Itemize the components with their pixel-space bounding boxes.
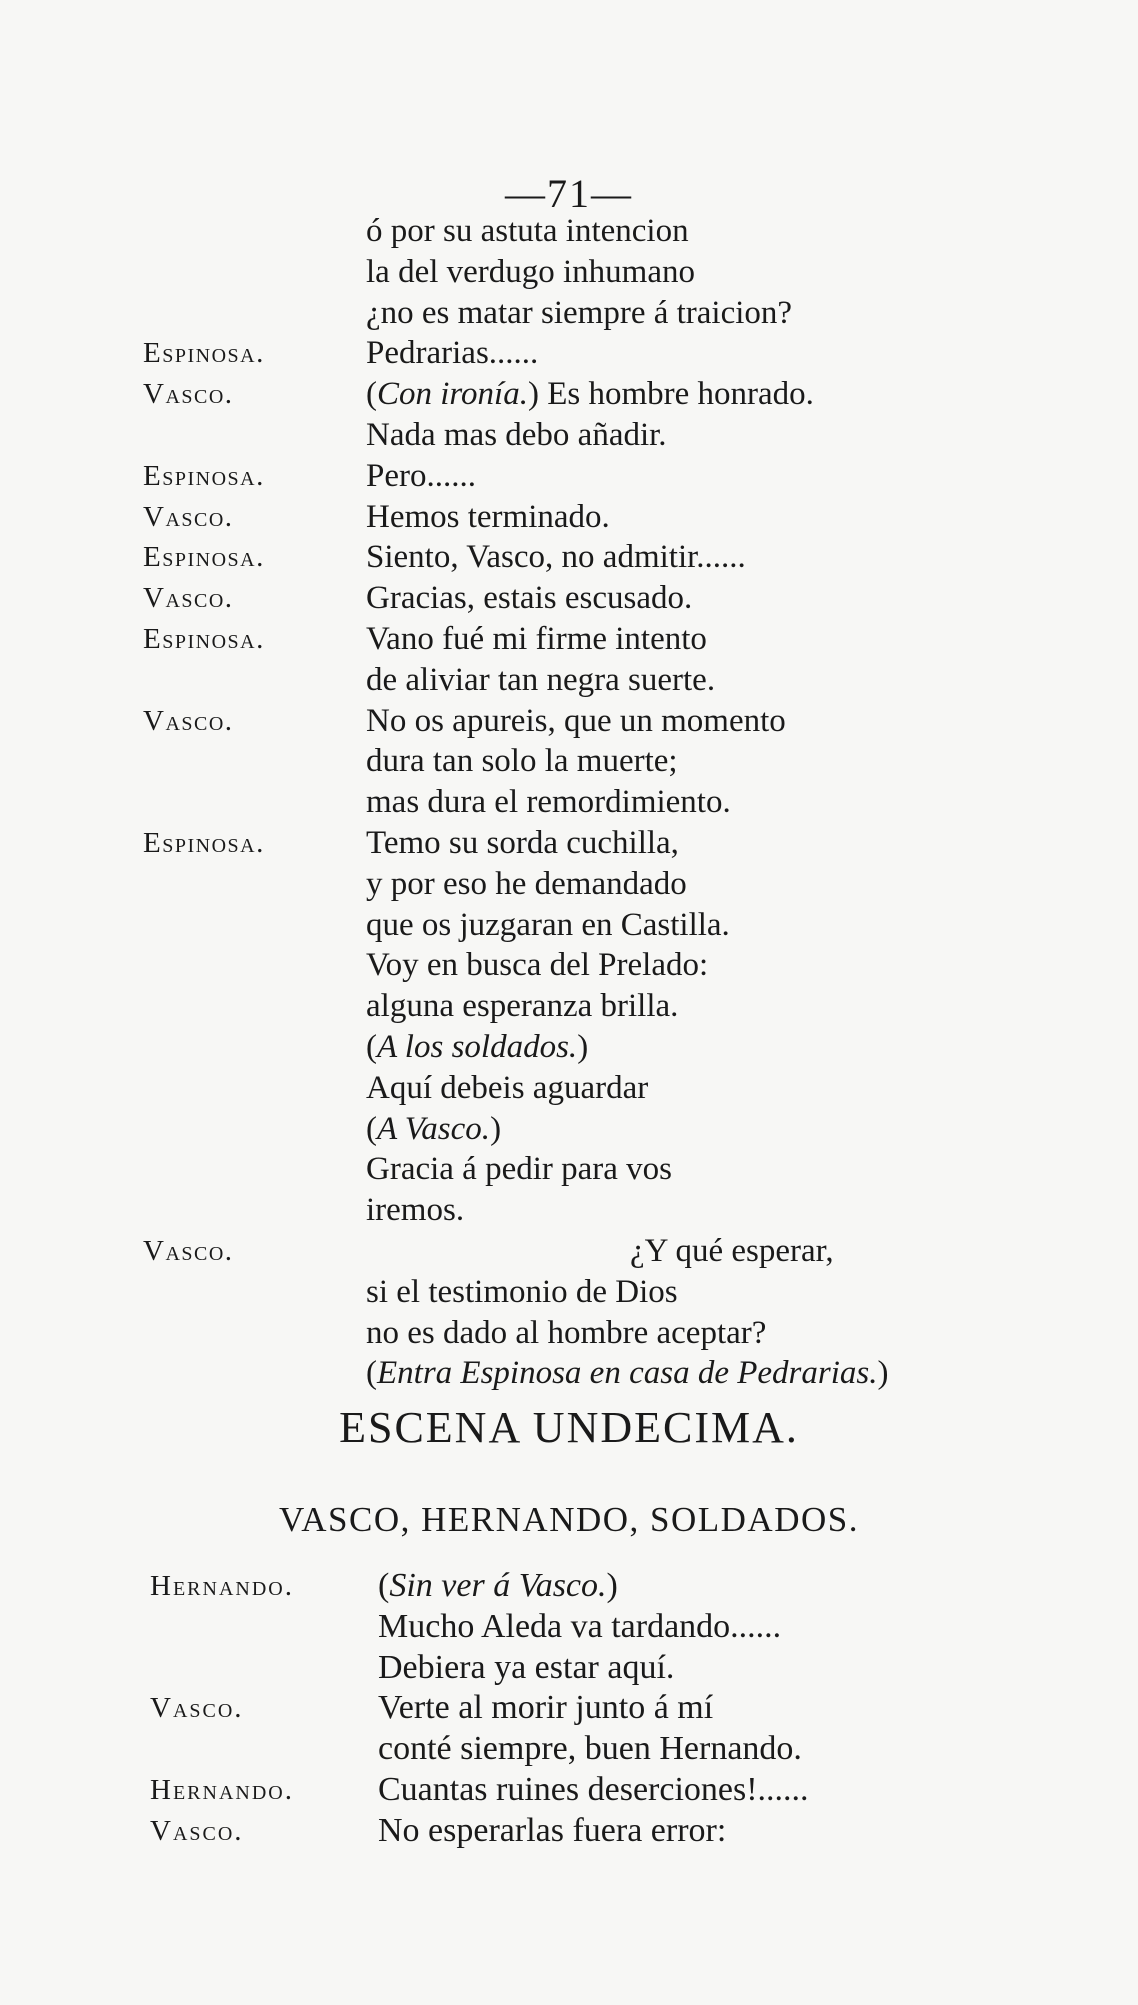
- verse-fragment: mas dura el remordimiento.: [366, 784, 731, 821]
- dialogue-line: [0, 1148, 1138, 1190]
- speaker-name: Vasco.: [150, 1692, 244, 1725]
- verse-text: [366, 700, 786, 742]
- verse-text: [366, 577, 692, 619]
- dialogue-line: [0, 1728, 1138, 1770]
- verse-fragment: de aliviar tan negra suerte.: [366, 661, 716, 698]
- verse-text: [366, 1108, 501, 1150]
- verse-fragment: Siento, Vasco, no admitir......: [366, 539, 746, 576]
- verse-text: [366, 822, 679, 864]
- speaker-name: Vasco.: [143, 1235, 234, 1267]
- dialogue-line: [0, 1271, 1138, 1313]
- verse-fragment: ): [577, 1029, 589, 1065]
- dialogue-line: [0, 1230, 1138, 1272]
- verse-fragment: la del verdugo inhumano: [366, 253, 696, 290]
- verse-fragment: (: [378, 1567, 390, 1604]
- dialogue-line: [0, 373, 1138, 415]
- verse-fragment: dura tan solo la muerte;: [366, 743, 678, 780]
- speaker-name: Espinosa.: [143, 459, 265, 492]
- dialogue-line: [0, 1189, 1138, 1231]
- stage-direction: Con ironía.: [377, 376, 528, 413]
- dialogue-line: [0, 822, 1138, 864]
- verse-text: [366, 332, 538, 374]
- dialogue-line: [0, 740, 1138, 782]
- verse-fragment: No os apureis, que un momento: [366, 702, 786, 739]
- dialogue-line: [0, 496, 1138, 538]
- dialogue-line: [0, 659, 1138, 701]
- verse-fragment: ): [606, 1567, 618, 1604]
- verse-text: [630, 1230, 834, 1272]
- verse-text: [366, 1312, 766, 1354]
- dialogue-line: [0, 1810, 1138, 1852]
- dialogue-line: [0, 332, 1138, 374]
- verse-text: [366, 536, 746, 578]
- dialogue-line: [0, 536, 1138, 578]
- dialogue-line: [0, 1067, 1138, 1109]
- verse-fragment: Temo su sorda cuchilla,: [366, 825, 679, 861]
- verse-fragment: Verte al morir junto á mí: [378, 1689, 714, 1727]
- verse-text: [366, 414, 667, 456]
- verse-text: [366, 210, 689, 252]
- dialogue-line: [0, 1565, 1138, 1607]
- verse-fragment: Aquí debeis aguardar: [366, 1069, 649, 1106]
- dialogue-line: [0, 414, 1138, 456]
- verse-text: [366, 455, 476, 497]
- verse-fragment: Pedrarias......: [366, 335, 539, 372]
- page-number: —71—: [505, 171, 633, 216]
- dialogue-line: [0, 618, 1138, 660]
- dialogue-line: [0, 1606, 1138, 1648]
- speaker-name: Espinosa.: [143, 337, 265, 370]
- verse-fragment: ): [877, 1355, 889, 1392]
- verse-fragment: ) Es hombre honrado.: [527, 376, 814, 413]
- speaker-name: Espinosa.: [143, 541, 265, 574]
- dialogue-line: [0, 944, 1138, 986]
- verse-fragment: Nada mas debo añadir.: [366, 417, 667, 453]
- verse-fragment: Gracia á pedir para vos: [366, 1151, 673, 1188]
- verse-text: [366, 863, 687, 905]
- stage-direction: A Vasco.: [377, 1110, 491, 1147]
- verse-fragment: (: [366, 376, 377, 413]
- verse-text: [366, 1352, 888, 1394]
- scene-characters: VASCO, HERNANDO, SOLDADOS.: [279, 1500, 859, 1539]
- dialogue-line: [0, 1312, 1138, 1354]
- verse-text: [366, 1026, 588, 1068]
- dialogue-line: [0, 1769, 1138, 1811]
- verse-fragment: Mucho Aleda va tardando......: [378, 1607, 782, 1645]
- verse-text: [378, 1606, 781, 1648]
- verse-text: [378, 1647, 674, 1689]
- verse-fragment: Debiera ya estar aquí.: [378, 1648, 675, 1686]
- verse-text: [378, 1728, 802, 1770]
- verse-text: [366, 1189, 464, 1231]
- verse-text: [366, 1148, 672, 1190]
- verse-text: [366, 373, 814, 415]
- dialogue-line: [0, 700, 1138, 742]
- verse-text: [366, 781, 731, 823]
- speaker-name: Espinosa.: [143, 623, 265, 655]
- verse-text: [378, 1565, 618, 1607]
- verse-fragment: ¿Y qué esperar,: [630, 1233, 834, 1269]
- verse-fragment: conté siempre, buen Hernando.: [378, 1730, 802, 1768]
- verse-fragment: (: [366, 1355, 377, 1392]
- dialogue-line: [0, 1687, 1138, 1729]
- verse-text: [378, 1769, 809, 1811]
- verse-fragment: Vano fué mi firme intento: [366, 621, 707, 657]
- verse-fragment: Pero......: [366, 457, 476, 494]
- verse-text: [366, 292, 792, 334]
- verse-fragment: Voy en busca del Prelado:: [366, 947, 709, 984]
- dialogue-line: [0, 251, 1138, 293]
- verse-text: [366, 659, 715, 701]
- dialogue-line: [0, 985, 1138, 1027]
- verse-fragment: iremos.: [366, 1192, 465, 1229]
- verse-fragment: Gracias, estais escusado.: [366, 580, 693, 617]
- verse-text: [366, 1271, 678, 1313]
- verse-fragment: si el testimonio de Dios: [366, 1273, 678, 1310]
- scene-title: ESCENA UNDECIMA.: [339, 1403, 799, 1452]
- verse-text: [366, 251, 695, 293]
- speaker-name: Vasco.: [143, 500, 234, 533]
- verse-text: [378, 1810, 726, 1852]
- dialogue-line: [0, 863, 1138, 905]
- verse-fragment: Hemos terminado.: [366, 498, 610, 535]
- verse-fragment: ): [490, 1110, 502, 1147]
- verse-text: [378, 1687, 713, 1729]
- dialogue-line: [0, 210, 1138, 252]
- speaker-name: Vasco.: [143, 378, 234, 411]
- speaker-name: Hernando.: [150, 1774, 294, 1806]
- verse-fragment: ó por su astuta intencion: [366, 213, 689, 249]
- verse-fragment: y por eso he demandado: [366, 865, 687, 902]
- verse-fragment: (: [366, 1029, 377, 1065]
- verse-fragment: Cuantas ruines deserciones!......: [378, 1771, 809, 1808]
- verse-fragment: alguna esperanza brilla.: [366, 988, 679, 1025]
- speaker-name: Vasco.: [143, 704, 234, 737]
- verse-text: [366, 944, 708, 986]
- verse-text: [366, 985, 678, 1027]
- speaker-name: Hernando.: [150, 1570, 294, 1602]
- stage-direction: Entra Espinosa en casa de Pedrarias.: [377, 1355, 878, 1392]
- stage-direction: Sin ver á Vasco.: [389, 1567, 607, 1604]
- dialogue-line: [0, 292, 1138, 334]
- verse-text: [366, 904, 730, 946]
- speaker-name: Espinosa.: [143, 827, 265, 859]
- verse-text: [366, 1067, 648, 1109]
- verse-fragment: ¿no es matar siempre á traicion?: [366, 294, 793, 331]
- stage-direction: A los soldados.: [377, 1029, 578, 1065]
- dialogue-line: [0, 1026, 1138, 1068]
- dialogue-line: [0, 577, 1138, 619]
- verse-fragment: que os juzgaran en Castilla.: [366, 906, 730, 943]
- verse-text: [366, 618, 707, 660]
- dialogue-line: [0, 904, 1138, 946]
- verse-fragment: no es dado al hombre aceptar?: [366, 1314, 767, 1351]
- verse-text: [366, 496, 610, 538]
- verse-fragment: No esperarlas fuera error:: [378, 1811, 727, 1849]
- dialogue-line: [0, 455, 1138, 497]
- dialogue-line: [0, 1352, 1138, 1394]
- verse-text: [366, 740, 678, 782]
- speaker-name: Vasco.: [150, 1814, 244, 1847]
- speaker-name: Vasco.: [143, 582, 234, 615]
- dialogue-line: [0, 1108, 1138, 1150]
- dialogue-line: [0, 781, 1138, 823]
- verse-fragment: (: [366, 1110, 377, 1147]
- dialogue-line: [0, 1647, 1138, 1689]
